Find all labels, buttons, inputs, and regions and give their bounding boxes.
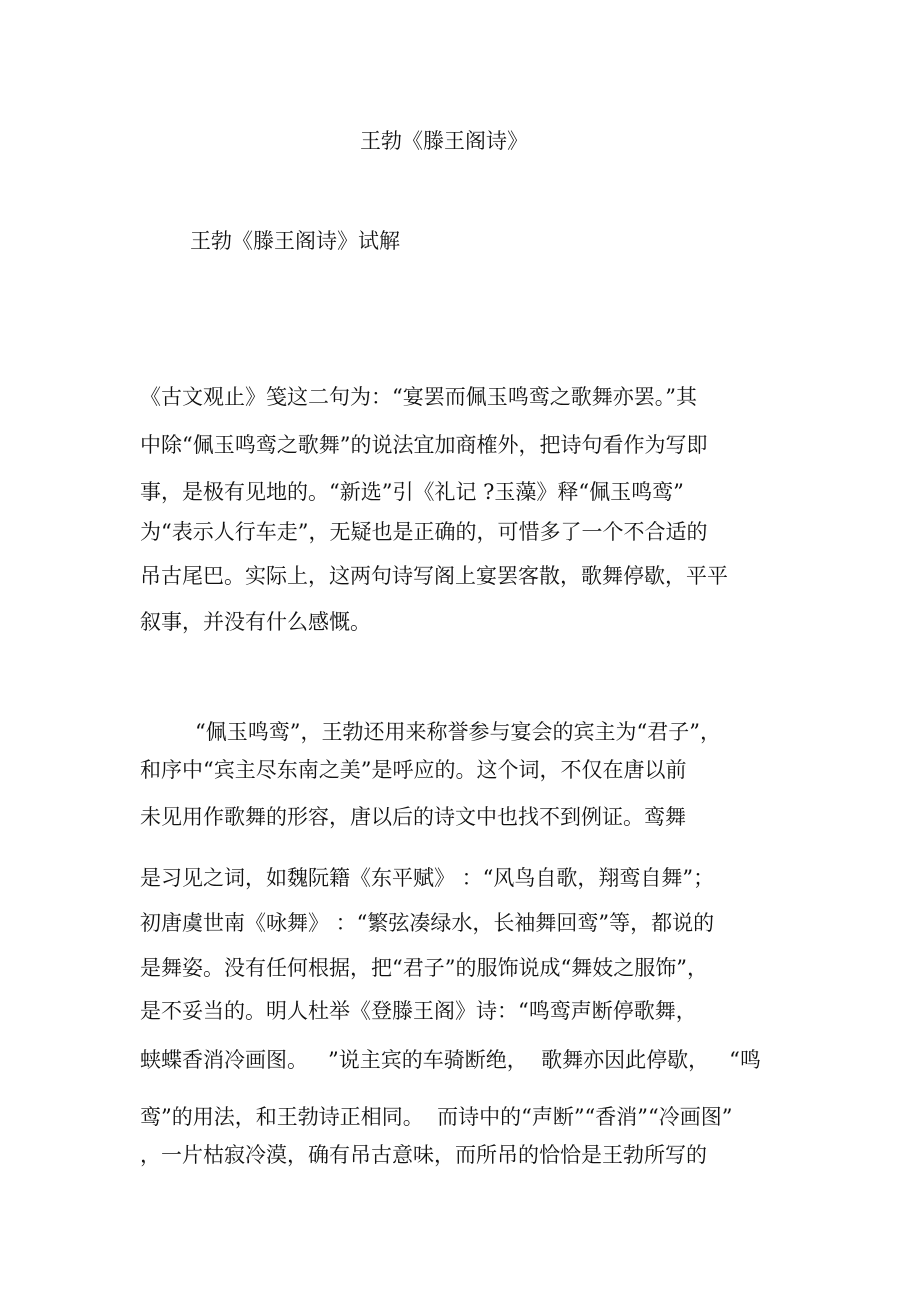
paragraph-line: 《古文观止》笺这二句为：“宴罢而佩玉鸣鸾之歌舞亦罢。”其 [140, 385, 697, 409]
paragraph-line: 是习见之词，如魏阮籍《东平赋》 ：“风鸟自歌，翔鸾自舞”； [140, 866, 715, 890]
paragraph-line: “佩玉鸣鸾”，王勃还用来称誉参与宴会的宾主为“君子”， [195, 720, 721, 744]
paragraph-line: 是舞姿。没有任何根据，把“君子”的服饰说成“舞妓之服饰”， [140, 956, 708, 980]
paragraph-line: 是不妥当的。明人杜举《登滕王阁》诗：“鸣鸾声断停歌舞， [140, 999, 697, 1023]
paragraph-line: 叙事，并没有什么感慨。 [140, 610, 371, 634]
paragraph-line: 未见用作歌舞的形容，唐以后的诗文中也找不到例证。鸾舞 [140, 805, 686, 829]
paragraph-line: 事，是极有见地的。“新选”引《礼记 ?玉藻》释“佩玉鸣鸾” [140, 480, 684, 504]
paragraph-line: 为“表示人行车走”，无疑也是正确的，可惜多了一个不合适的 [140, 520, 708, 544]
paragraph-line: 中除“佩玉鸣鸾之歌舞”的说法宜加商榷外，把诗句看作为写即 [140, 433, 708, 457]
document-subtitle: 王勃《滕王阁诗》试解 [190, 229, 400, 253]
paragraph-line: 初唐虞世南《咏舞》 ：“繁弦凑绿水，长袖舞回鸾”等，都说的 [140, 911, 715, 935]
document-title: 王勃《滕王阁诗》 [360, 129, 528, 153]
paragraph-line: ，一片枯寂冷漠，确有吊古意味，而所吊的恰恰是王勃所写的 [140, 1143, 707, 1167]
paragraph-line: 吊古尾巴。实际上，这两句诗写阁上宴罢客散，歌舞停歇，平平 [140, 564, 728, 588]
paragraph-line: 鸾”的用法，和王勃诗正相同。 而诗中的“声断”“香消”“冷画图” [140, 1105, 733, 1129]
paragraph-line: 蛱蝶香消冷画图。 ”说主宾的车骑断绝， 歌舞亦因此停歇， “鸣 [140, 1048, 761, 1072]
paragraph-line: 和序中“宾主尽东南之美”是呼应的。这个词，不仅在唐以前 [140, 758, 687, 782]
